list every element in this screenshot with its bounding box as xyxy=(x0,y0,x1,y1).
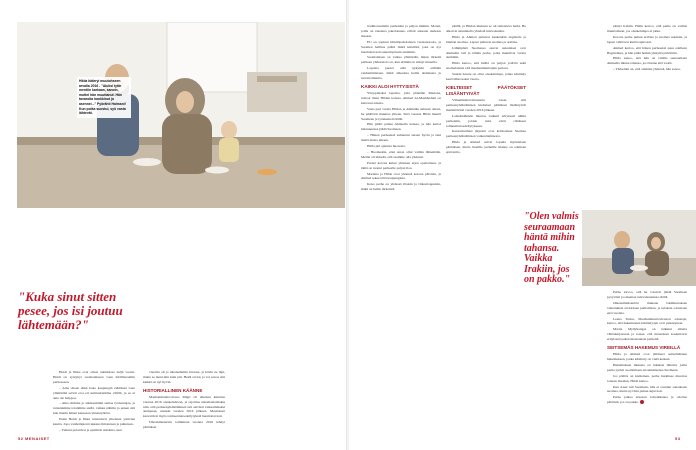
left-page xyxy=(0,0,347,450)
right-column-2 xyxy=(446,24,526,434)
subheading: KIELTEISET PÄÄTÖKSET LISÄÄNTYIVÄT xyxy=(446,84,526,96)
right-column-4 xyxy=(607,290,687,436)
paragraph: Kun Anaz tuli Suomeen, hän ei osannut sanaakaan suomea, mutta nyt hän puhuu sujuvasti. xyxy=(607,384,687,394)
paragraph: Ylioppilaaksi lapsista, joita pidetään Mariana, tulevat muut Hildan kanssa. Ahmed Al-Mashhadani on kertonut asiasta. xyxy=(361,90,441,105)
paragraph: – Aika olimme jo aikaisemmin samaa työnantajaa, ja tutustuimme toisiimme siellä, vaikka nähtiin jo ennen sitä kun menin hänen kanssaan yhteistyöhön. xyxy=(53,401,135,416)
paragraph: Leena Turku, Maahanmuuttoviraston edustaja, kertoo, että hakemusten käsittelyajat ovat pidentyneet. xyxy=(607,316,687,326)
paragraph: – Hänen perheensä suhtautui asiaan hyvin ja tuki meitä alusta alkaen. xyxy=(361,133,441,143)
paragraph: Mariana ja Hilda ovat yhdessä kotona päivisin, ja Ahmed tekee töitä kaupungissa. xyxy=(361,171,441,181)
right-page xyxy=(349,0,696,450)
family-photo xyxy=(17,22,345,208)
paragraph: Hilda sanoo, että hän on valmis seuraamaan Ahmedia minne tahansa, jos tilanne sitä vaatii. xyxy=(607,56,687,66)
subheading: HISTORIALLINEN KÄÄNNE xyxy=(143,387,203,393)
paragraph: Suomalaisen on vaikea ymmärtää, miten tärkeää perheen yhdessäolo on, kun elämää on elänyt muualla. xyxy=(361,55,441,65)
pull-quote-right: "Olen valmis seuraamaan häntä mihin tahansa. Vaikka Irakiin, jos on pakko." xyxy=(524,211,579,285)
paragraph: Vähemmistövaltuutettu totesi, että perheenyhdistämisen kielteiset päätökset lisääntyivät merkittävästi vuoden 2016 jälkeen. xyxy=(446,97,526,112)
right-column-3 xyxy=(607,24,687,204)
page-folio-right: 53 xyxy=(675,436,681,441)
paragraph: Lapsista puolet elää nykyisin erillään vanhemmistaan, mikä aiheuttaa heille ahdistusta ja turvattomuutta. xyxy=(361,66,441,81)
pull-quote: "Kuka sinut sitten pesee, jos isi joutuu lähtemään?" xyxy=(18,289,123,332)
paragraph: Suurin haaste on ollut oleskelulupa, jonka käsittely kesti lähes kaksi vuotta. xyxy=(446,72,526,82)
paragraph: Jos päätös on kielteinen, perhe harkitsee muuttoa toiseen maahan, Hilda kertoo. xyxy=(607,373,687,383)
paragraph: Lähimpänä Suomessa asuvat sukulaiset ovat Ahmedin veli ja tämän perhe, jotka muuttivat vuotta aiemmin. xyxy=(446,45,526,60)
paragraph: Puolet kotona kuluu yhteisen arjen opettelussa, ja tämä on tuonut perheelle paljon iloa. xyxy=(361,160,441,170)
paragraph-text: Perhe jatkaa arkeaan toiveikkaana ja odottaa päätöstä, jos on pakko. xyxy=(607,395,687,405)
paragraph: Hilda kertoo, että heillä on paljon ystäviä sekä suomalaisten että maahanmuuttajien parissa. xyxy=(446,61,526,71)
paragraph: päällä, ja Hildan mukaan se oli ratkaiseva hetki. He alkoivat suunnitella yhteistä tulevaisuutta. xyxy=(446,24,526,33)
paragraph: Ensin Heidi ja Ilkka tutustuivat yhteisten ystävien kautta. Jopa vanhempieni rakkaus ilmaistaan ja puhutaan. xyxy=(53,417,135,427)
paragraph: – Aina olleen ehkä koko kaupungin elämässä vaan ymmärtää selvät erot eri kulttuuriemme välillä, ja se ei aina ole helppoa. xyxy=(53,385,135,400)
paragraph: – Huomaatin, ettei Anaz ollut valmis lähtemään. Meille oli tärkeää, että saamme olla yhdessä. xyxy=(361,149,441,159)
subheading: SEITSEMÄS HAKEMUS VIREILLÄ xyxy=(607,345,681,351)
paragraph: Kotona perhe puhuu arabiaa ja suomea sekaisin, ja lapset vaihtavat kieltä sujuvasti. xyxy=(607,34,687,44)
left-column-2 xyxy=(143,370,225,434)
paragraph: Hilda ja Ahmed saivat lopulta myönteisen päätöksen, mutta monille perheille tilanne on edelleen epävarma. xyxy=(446,140,526,155)
paragraph: Hilda ja Ahmed ovat jättäneet seitsemännen hakemuksen, jonka käsittely on vielä kesken. xyxy=(607,352,687,361)
left-column-1 xyxy=(53,370,135,434)
paragraph: Heidi ja Ilkka ovat olleet naimisissa neljä vuotta. Heidi on syntynyt suomalaiseen vaan ääriliberaaliin perheeseen. xyxy=(53,370,135,384)
paragraph: Oikeusministeriön mukaan lakimuutoksen vaikutuksia arvioidaan parhaillaan, ja tuloksia odotetaan ensi vuonna. xyxy=(607,300,687,315)
paragraph: Maahanmuuttovirasto Migri oli aikeissa kuluttaa vuonna 2016 oleskeluluvan, ja rajoittaa ulkomaalaislakia niin, että perheenyhdistäminen tuli selvästi vaikeammaksi aiempaan, etenkin vuoden 2016 jälkeen. Muutokset kasvattivat myös toimeentuloedellytyksiä huomattavasti. xyxy=(143,394,225,419)
family-photo-illustration xyxy=(17,22,345,208)
paragraph: Lainsäädännön muutos vaikutti erityisesti niihin perheisiin, joiden tulot eivät riittäneet toimeentuloedellytykseen. xyxy=(446,113,526,128)
paragraph: Martta Myllykangas on tutkinut aihetta väitöskirjassaan ja toteaa, että muutokset koskettavat erityisesti pakolaistaustaisia perheitä. xyxy=(607,327,687,342)
paragraph: – Tuttuni pelottivat ja epäilivät suhdetta, kun xyxy=(59,427,122,432)
paragraph: Hakemuksen mukana on lukuisia liitteitä, joilla perhe pyrkii osoittamaan sitoutumisensa Suomeen. xyxy=(607,362,687,372)
right-column-1 xyxy=(361,24,441,434)
paragraph: Koko perhe on yhdessä iltaisin ja viikonloppuisin, mikä on heille tärkeintä. xyxy=(361,182,441,192)
paragraph: Ahmed kertoo, että hänen perheensä asuu edelleen Bagdadissa, ja hän pitää heihin yhteyttä päivittäin. xyxy=(607,45,687,55)
paragraph: traditionaalisiin perheisiin ja paljon muihin. Monet, joilla on taustana pakolaisuus, elävät arkeaan uudessa maassa. xyxy=(361,24,441,38)
couple-photo xyxy=(582,210,696,286)
paragraph: Hän päätti puhua Ahmedin kanssa, ja hän kertoi halunneensa jäädä Suomeen. xyxy=(361,122,441,132)
paragraph: Ulkoministeriön toiminnan vuonna 2016 tehdyt päätökset xyxy=(143,420,225,430)
paragraph: Kansainväliset järjestöt ovat kritisoineet Suomea perheenyhdistämisen vaikeuttamisesta. xyxy=(446,129,526,139)
paragraph: Hilda ja Ahmed puhuvat keskenään englantia ja hieman suomea. Lapset puhuvat suomea ja arabiaa. xyxy=(446,34,526,44)
paragraph: EU on sopinut kiintiöpakolaisten vastaanotosta, ja Suomen hallitus päätti lisätä kiintiötä, joka on nyt huomattavasti suurempi kuin aiemmin. xyxy=(361,39,441,54)
paragraph: vierailu oli jo aikaisemmin luvassa, ja kävin ne läpi, mutta se meni niin kuin piti. Heidi arvioi, ja voi sanoa että kaikki on nyt hyvin. xyxy=(143,370,225,384)
paragraph: – Tärkeintä on, että olemme yhdessä, hän sanoo. xyxy=(613,67,681,72)
subheading: KAIKKI ALOI HYTTYSISTÄ xyxy=(361,83,419,89)
photo-caption: Hilda käärryi muutohseen arvalla 2016 - "Aluksi tytär mentiin karkaan, sanoin, muttei hän muuttanut. Hän tavaroita hankkinut ja asennei..." Pyörähti Halmani! Kun poika suostui, syö vasta lähtevät. xyxy=(77,77,131,118)
paragraph: Vasta pari vuotta Hildan ja Ahmedin suhteen alusta, he päättivät muuttaa yhteen. Sinä vuonna Hilda muutti Suomeen ja työskenteli täällä. xyxy=(361,106,441,121)
paragraph: Perhe toivoo, että he voisivat jäädä Suomeen pysyvästi ja rakentaa tulevaisuutensa täällä. xyxy=(607,290,687,299)
page-folio-left: 52 MENAISET xyxy=(18,436,50,441)
paragraph: Hilda piti ajatusta huonona. xyxy=(367,144,406,149)
end-mark-icon xyxy=(640,400,644,404)
couple-photo-illustration xyxy=(582,210,696,286)
paragraph: päätyi Irakiin. Hilda kertoo, että perhe on valmis muuttamaan, jos oleskelulupa ei jatku. xyxy=(607,24,687,33)
paragraph xyxy=(607,395,687,405)
